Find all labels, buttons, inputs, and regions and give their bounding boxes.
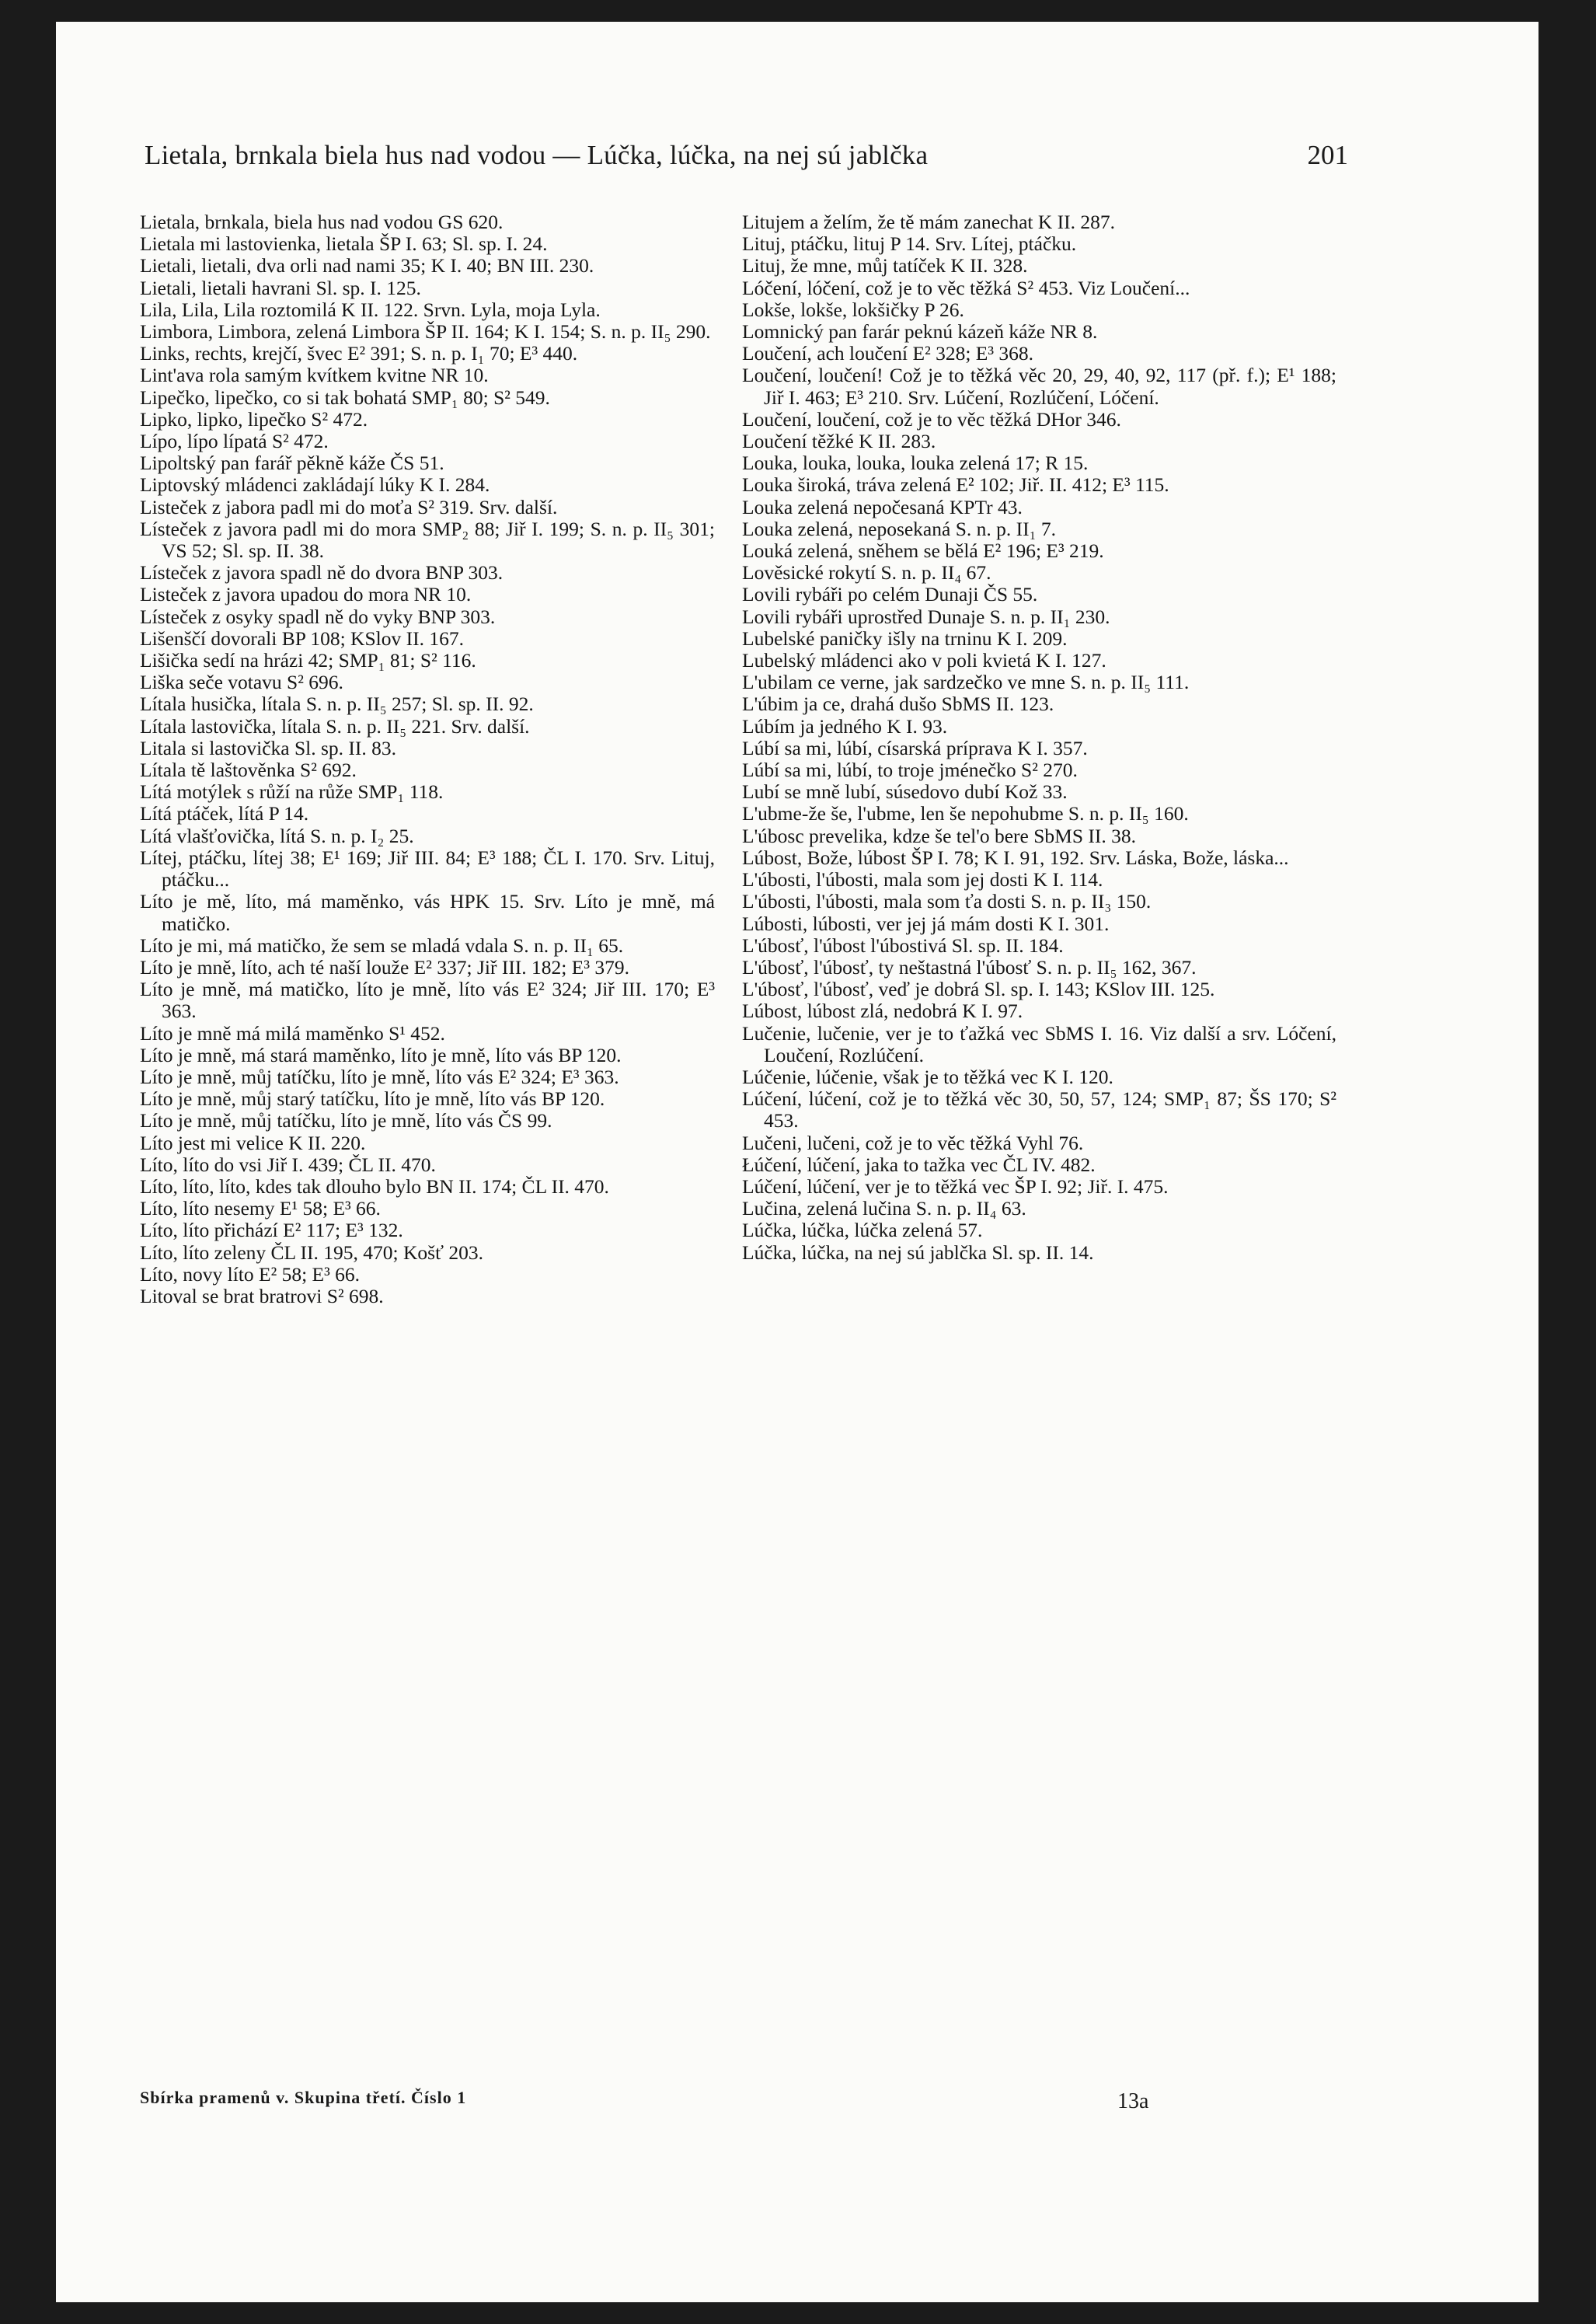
index-entry: L'ubme-že še, l'ubme, len še nepohubme S. n. p. II₅ 160. [742,802,1189,825]
left-column [140,211,715,1307]
index-entry: Líto, líto přichází E² 117; E³ 132. [140,1219,403,1242]
index-entry: Lubelské paničky išly na trninu K I. 209. [742,626,1068,650]
index-entry: Lituj, že mne, můj tatíček K II. 328. [742,254,1028,277]
index-entry: Lubí se mně lubí, súsedovo dubí Kož 33. [742,780,1068,804]
page-number: 201 [1307,140,1348,170]
index-entry: Listeček z javora upadou do mora NR 10. [140,583,472,606]
index-entry: Litala si lastovička Sl. sp. II. 83. [140,736,397,759]
index-entry: L'ubilam ce verne, jak sardzečko ve mne S. n. p. II₅ 111. [742,671,1190,694]
index-entry: L'úbosc prevelika, kdze še tel'o bere SbMS II. 38. [742,824,1137,847]
index-entry: Lóčení, lóčení, což je to věc těžká S² 453. Viz Loučení... [742,276,1190,299]
index-entry: Lipko, lipko, lipečko S² 472. [140,407,368,431]
index-entry: Lúčení, lúčení, ver je to těžká vec ŠP I. 92; Jiř. I. 475. [742,1174,1169,1198]
index-entry: Lipoltský pan farář pěkně káže ČS 51. [140,452,444,475]
right-column [742,211,1336,1264]
index-entry: Limbora, Limbora, zelená Limbora ŠP II. 164; K I. 154; S. n. p. II₅ 290. [140,320,711,344]
index-entry: Lísteček z javora spadl ně do dvora BNP 303. [140,561,504,584]
index-entry: Líto je mi, má matičko, že sem se mladá vdala S. n. p. II₁ 65. [140,933,624,957]
page-content [140,137,1348,2116]
index-entry: Lúbost, Bože, lúbost ŠP I. 78; K I. 91, 192. Srv. Láska, Bože, láska... [742,846,1289,869]
sheet-mark: 13a [1117,2089,1149,2113]
index-entry: Lučina, zelená lučina S. n. p. II₄ 63. [742,1197,1026,1220]
index-entry: Líto je mně, můj tatíčku, líto je mně, líto vás E² 324; E³ 363. [140,1065,619,1088]
index-entry: Links, rechts, krejčí, švec E² 391; S. n. p. I₁ 70; E³ 440. [140,342,578,365]
index-entry: Lúbím ja jedného K I. 93. [742,714,948,738]
index-entry: Loučení těžké K II. 283. [742,430,936,453]
index-entry: Louka, louka, louka, louka zelená 17; R 15. [742,452,1089,475]
index-entry: Lúčení, lúčení, což je to těžká věc 30, 50, 57, 124; SMP₁ 87; ŠS 170; S² 453. [742,1087,1336,1132]
index-entry: L'úbosť, l'úbost l'úbostivá Sl. sp. II. 184. [742,933,1064,957]
index-entry: L'úbosti, l'úbosti, mala som jej dosti K I. 114. [742,868,1103,892]
index-entry: Lišička sedí na hrázi 42; SMP₁ 81; S² 116. [140,649,476,672]
index-entry: Lietali, lietali, dva orli nad nami 35; K I. 40; BN III. 230. [140,254,594,277]
index-entry: Lubelský mládenci ako v poli kvietá K I. 127. [742,649,1106,672]
index-entry: Liptovský mládenci zakládají lúky K I. 284. [140,473,490,497]
index-entry: Lint'ava rola samým kvítkem kvitne NR 10. [140,364,489,387]
index-entry: Lietala, brnkala, biela hus nad vodou GS 620. [140,211,504,233]
index-entry: Louká zelená, sněhem se bělá E² 196; E³ 219. [742,539,1104,563]
scanned-page [56,22,1539,2302]
running-title: Lietala, brnkala biela hus nad vodou — Lúčka, lúčka, na nej sú jablčka [145,140,929,170]
index-entry: Louka zelená, neposekaná S. n. p. II₁ 7. [742,517,1057,540]
index-entry: Lokše, lokše, lokšičky P 26. [742,298,964,321]
index-entry: Lúbí sa mi, lúbí, císarská prípravа K I. 357. [742,736,1088,759]
index-entry: Lísteček z osyky spadl ně do vyky BNP 303. [140,605,496,628]
index-entry: Lišenščí dovorali BP 108; KSlov II. 167. [140,626,464,650]
index-entry: Loučení, loučení! Což je to těžká věc 20, 29, 40, 92, 117 (př. f.); E¹ 188; Jiř I. 463; E³ 210. Srv. Lúčení, Rozlúčení, Lóčení. [742,364,1336,409]
index-entry: Lítá vlašťovička, lítá S. n. p. I₂ 25. [140,824,414,847]
page-footer [140,2088,1348,2116]
index-entry: L'úbosti, l'úbosti, mala som ťa dosti S. n. p. II₃ 150. [742,890,1152,913]
index-entry: Liška seče votavu S² 696. [140,671,343,694]
index-entry: Loučení, loučení, což je to věc těžká DHor 346. [742,407,1121,431]
index-entry: Líto, novy líto E² 58; E³ 66. [140,1262,361,1286]
index-entry: Líto je mně, má stará maměnko, líto je mně, líto vás BP 120. [140,1043,622,1066]
index-entry: Listeček z jabora padl mi do moťa S² 319. Srv. další. [140,495,558,518]
index-entry: Líto je mně, líto, ach té naší louže E² 337; Jiř III. 182; E³ 379. [140,955,629,979]
index-entry: Líto, líto do vsi Jiř I. 439; ČL II. 470. [140,1153,436,1176]
index-entry: Lítala husička, lítala S. n. p. II₅ 257; Sl. sp. II. 92. [140,693,534,716]
index-entry: Lovili rybáři uprostřed Dunaje S. n. p. II₁ 230. [742,605,1110,628]
index-entry: Líto je mně, můj tatíčku, líto je mně, líto vás ČS 99. [140,1109,552,1132]
index-entry: Lítá motýlek s růží na růže SMP₁ 118. [140,780,444,804]
index-entry: Lísteček z javora padl mi do mora SMP₂ 88; Jiř I. 199; S. n. p. II₅ 301; VS 52; Sl. sp. II. 38. [140,517,715,563]
index-entry: Lila, Lila, Lila roztomilá K II. 122. Srvn. Lyla, moja Lyla. [140,298,601,321]
running-header [140,137,1348,174]
index-entry: L'úbim ja ce, drahá dušo SbMS II. 123. [742,693,1054,716]
index-entry: Lietali, lietali havrani Sl. sp. I. 125. [140,276,421,299]
index-entry: Líto je mně má milá maměnko S¹ 452. [140,1021,445,1045]
index-entry: Lítala lastovička, lítala S. n. p. II₅ 221. Srv. další. [140,714,530,738]
index-entry: Litujem a želím, že tě mám zanechat K II. 287. [742,211,1116,233]
index-entry: Lietala mi lastovienka, lietala ŠP I. 63; Sl. sp. I. 24. [140,232,548,256]
index-entry: Lítej, ptáčku, lítej 38; E¹ 169; Jiř III. 84; E³ 188; ČL I. 170. Srv. Lituj, ptáčku... [140,846,715,892]
index-entry: Líto je mně, můj starý tatíčku, líto je mně, líto vás BP 120. [140,1087,605,1111]
index-entry: Lomnický pan farár peknú kázeň káže NR 8. [742,320,1098,344]
index-entry: Lituj, ptáčku, lituj P 14. Srv. Lítej, ptáčku. [742,232,1077,256]
index-entry: Lipečko, lipečko, co si tak bohatá SMP₁ 80; S² 549. [140,386,550,409]
index-entry: L'úbosť, l'úbosť, veď je dobrá Sl. sp. I. 143; KSlov III. 125. [742,978,1215,1001]
index-entry: Lúbosti, lúbosti, ver jej já mám dosti K I. 301. [742,912,1110,935]
index-entry: Lítá ptáček, lítá P 14. [140,802,309,825]
index-entry: L'úbosť, l'úbosť, ty neštastná l'úbosť S. n. p. II₅ 162, 367. [742,955,1197,979]
index-entry: Louka zelená nepočesaná KPTr 43. [742,495,1023,518]
index-entry: Lípo, lípo lípatá S² 472. [140,430,329,453]
index-entry: Lúčka, lúčka, na nej sú jablčka Sl. sp. II. 14. [742,1241,1094,1264]
index-entry: Lověsické rokytí S. n. p. II₄ 67. [742,561,991,584]
index-entry: Líto, líto, líto, kdes tak dlouho bylo BN II. 174; ČL II. 470. [140,1174,609,1198]
index-entry: Líto, líto zeleny ČL II. 195, 470; Košť 203. [140,1241,483,1264]
index-entry: Lučenie, lučenie, ver je to ťažká vec SbMS I. 16. Viz další a srv. Lóčení, Loučení, Rozlúčení. [742,1021,1336,1066]
index-entry: Lítala tě laštověnka S² 692. [140,759,357,782]
index-entry: Lučeni, lučeni, což je to věc těžká Vyhl 76. [742,1131,1084,1154]
index-entry: Louka široká, tráva zelená E² 102; Jiř. II. 412; E³ 115. [742,473,1169,497]
index-entry: Łúčení, lúčení, jaka to tažka vec ČL IV. 482. [742,1153,1096,1176]
index-entry: Lovili rybáři po celém Dunaji ČS 55. [742,583,1038,606]
index-entry: Líto je mně, má matičko, líto je mně, líto vás E² 324; Jiř III. 170; E³ 363. [140,978,715,1023]
index-entry: Litoval se brat bratrovi S² 698. [140,1284,384,1307]
index-entry: Líto jest mi velice K II. 220. [140,1131,366,1154]
index-entry: Líto je mě, líto, má maměnko, vás HPK 15. Srv. Líto je mně, má matičko. [140,890,715,935]
index-entry: Líto, líto nesemy E¹ 58; E³ 66. [140,1197,381,1220]
index-entry: Lúčka, lúčka, lúčka zelená 57. [742,1219,983,1242]
index-entry: Loučení, ach loučení E² 328; E³ 368. [742,342,1034,365]
index-entry: Lúbost, lúbost zlá, nedobrá K I. 97. [742,1000,1023,1023]
index-entry: Lúbí sa mi, lúbí, to troje jménečko S² 270. [742,759,1078,782]
printer-signature: Sbírka pramenů v. Skupina třetí. Číslo 1 [140,2088,467,2107]
index-entry: Lúčenie, lúčenie, však je to těžká vec K I. 120. [742,1065,1113,1088]
